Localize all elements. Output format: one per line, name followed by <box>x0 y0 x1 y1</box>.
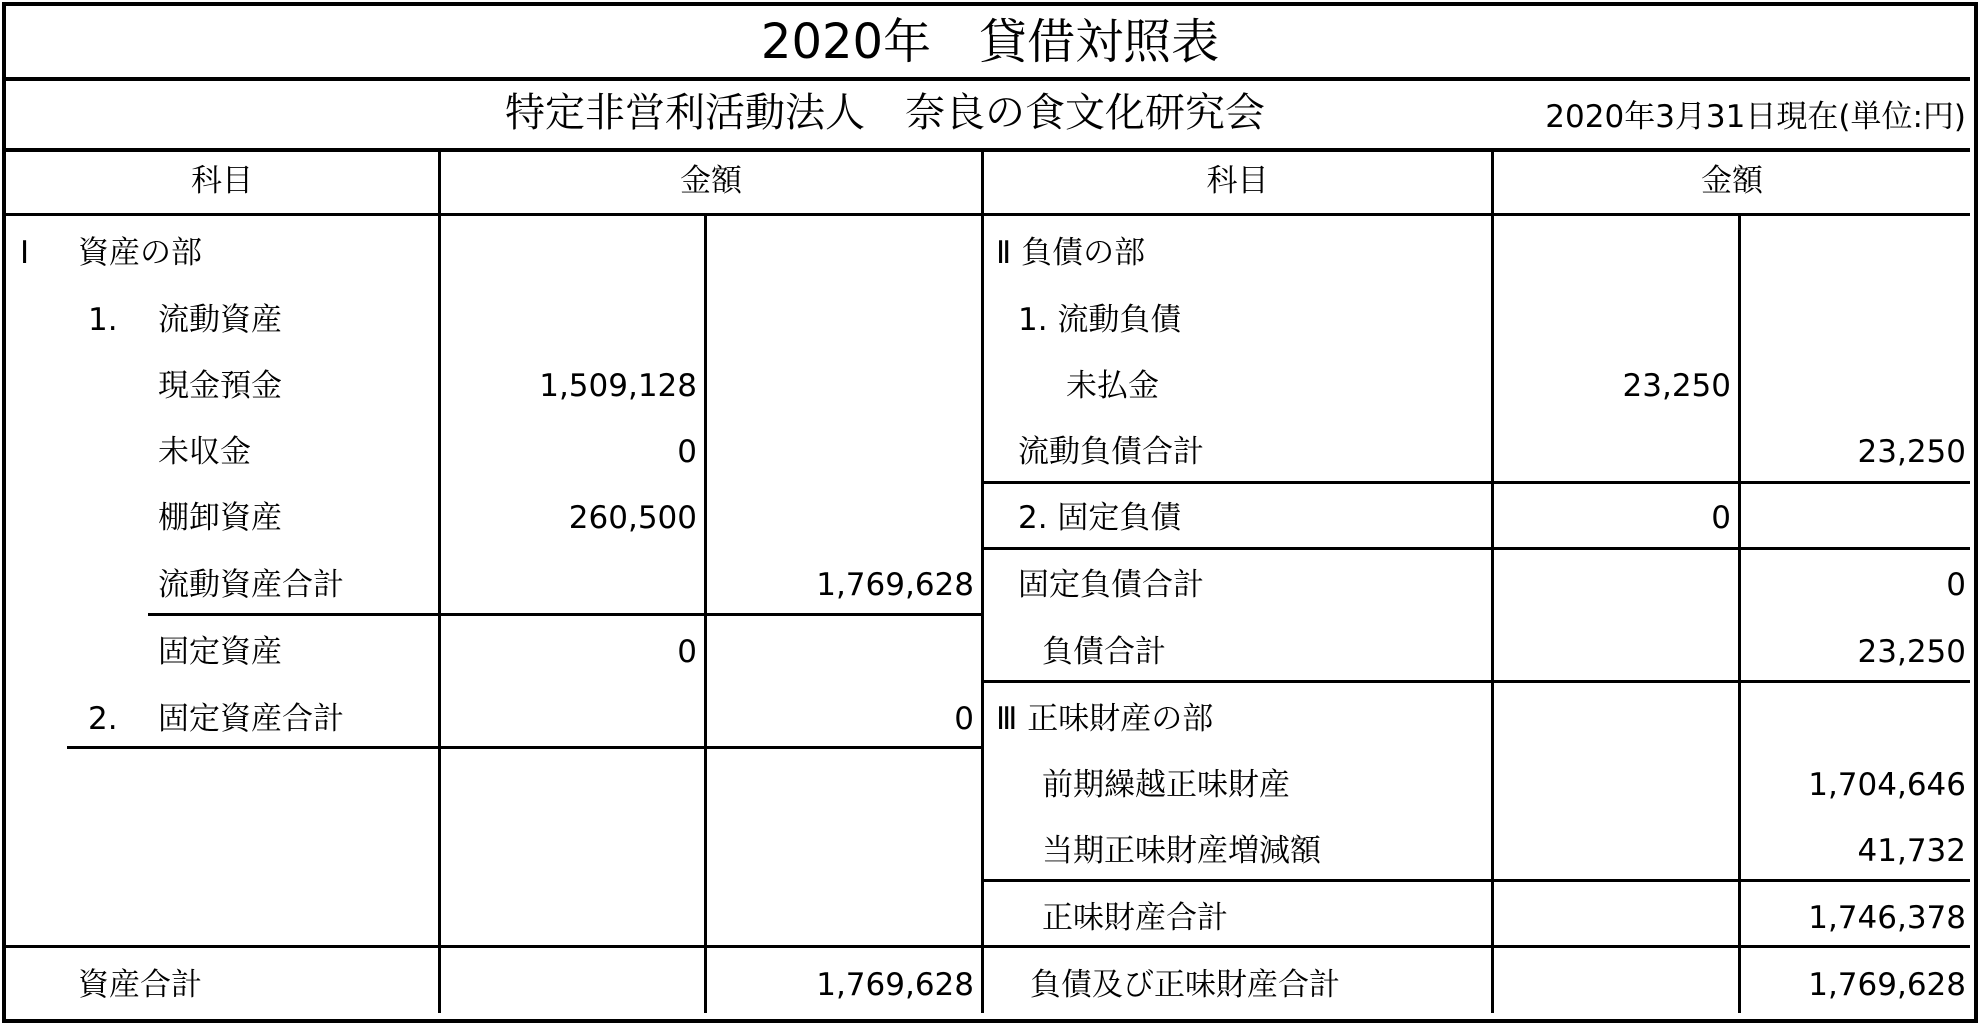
assets-total-value: 1,769,628 <box>816 967 974 1003</box>
header-right-amount: 金額 <box>1701 163 1763 199</box>
rule-left-fixed-total <box>67 746 983 749</box>
rule-right-fixed <box>983 547 1970 550</box>
fixed-liabilities-total-value: 0 <box>1946 567 1966 603</box>
assets-section-number: Ⅰ <box>20 235 30 271</box>
net-assets-total-value: 1,746,378 <box>1808 900 1966 936</box>
receivables-label: 未収金 <box>158 434 251 470</box>
unpaid-value: 23,250 <box>1622 368 1731 404</box>
organization-name: 特定非営利活動法人 奈良の食文化研究会 <box>505 90 1265 136</box>
fixed-assets-label: 固定資産 <box>158 634 282 670</box>
grand-total-label: 負債及び正味財産合計 <box>1030 967 1340 1003</box>
assets-section-label: 資産の部 <box>78 235 202 271</box>
rule-right-current-total <box>983 481 1970 484</box>
liabilities-total-value: 23,250 <box>1857 634 1966 670</box>
fixed-liabilities-label: 2. 固定負債 <box>1018 500 1182 536</box>
prior-net-assets-label: 前期繰越正味財産 <box>1042 767 1290 803</box>
cash-value: 1,509,128 <box>539 368 697 404</box>
cash-label: 現金預金 <box>158 368 282 404</box>
fixed-assets-value: 0 <box>677 634 697 670</box>
current-liabilities-total-value: 23,250 <box>1857 434 1966 470</box>
fixed-assets-total-number: 2. <box>88 701 118 737</box>
current-assets-total-value: 1,769,628 <box>816 567 974 603</box>
liabilities-total-label: 負債合計 <box>1042 634 1166 670</box>
unpaid-label: 未払金 <box>1066 368 1159 404</box>
fixed-liabilities-total-label: 固定負債合計 <box>1018 567 1204 603</box>
receivables-value: 0 <box>677 434 697 470</box>
fixed-liabilities-value: 0 <box>1711 500 1731 536</box>
net-assets-section-label: Ⅲ 正味財産の部 <box>996 701 1214 737</box>
current-assets-number: 1. <box>88 302 118 338</box>
assets-total-label: 資産合計 <box>78 967 202 1003</box>
balance-sheet-frame <box>2 2 1978 1023</box>
rule-subtitle-bottom <box>6 148 1970 152</box>
rule-grand-total <box>6 945 1970 948</box>
net-assets-change-value: 41,732 <box>1857 833 1966 869</box>
net-assets-total-label: 正味財産合計 <box>1042 900 1228 936</box>
current-assets-total-label: 流動資産合計 <box>158 567 344 603</box>
prior-net-assets-value: 1,704,646 <box>1808 767 1966 803</box>
page-title: 2020年 貸借対照表 <box>760 14 1220 70</box>
fixed-assets-total-value: 0 <box>954 701 974 737</box>
current-liabilities-total-label: 流動負債合計 <box>1018 434 1204 470</box>
col-line-right-amount <box>1491 150 1494 1013</box>
header-right-subject: 科目 <box>1206 163 1269 199</box>
rule-right-liab-total <box>983 680 1970 683</box>
inventory-value: 260,500 <box>568 500 697 536</box>
col-line-left-split <box>704 214 707 1013</box>
header-left-amount: 金額 <box>680 163 742 199</box>
col-line-left-amount <box>438 150 441 1013</box>
header-left-subject: 科目 <box>191 163 253 199</box>
current-liabilities-label: 1. 流動負債 <box>1018 302 1182 338</box>
fixed-assets-total-label: 固定資産合計 <box>158 701 344 737</box>
inventory-label: 棚卸資産 <box>158 500 282 536</box>
date-unit-label: 2020年3月31日現在(単位:円) <box>1545 99 1966 135</box>
col-line-center <box>981 150 984 1013</box>
rule-header-bottom <box>6 213 1970 216</box>
grand-total-value: 1,769,628 <box>1808 967 1966 1003</box>
rule-title-bottom <box>6 77 1970 81</box>
col-line-right-split <box>1738 214 1741 1013</box>
current-assets-label: 流動資産 <box>158 302 282 338</box>
liabilities-section-label: Ⅱ 負債の部 <box>996 235 1146 271</box>
net-assets-change-label: 当期正味財産増減額 <box>1042 833 1321 869</box>
rule-left-current-total <box>148 613 983 616</box>
rule-right-net-total <box>983 879 1970 882</box>
